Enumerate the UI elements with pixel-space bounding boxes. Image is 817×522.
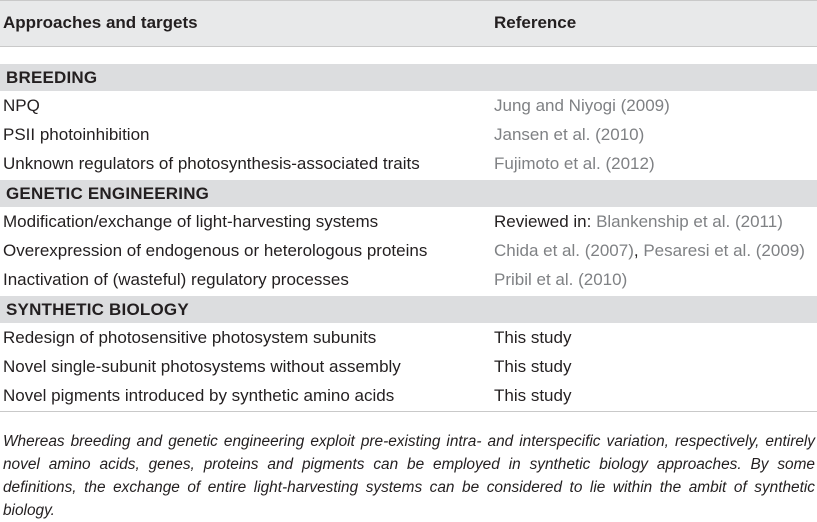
reference-prefix: This study <box>494 386 572 405</box>
table-body <box>0 64 817 410</box>
table-row <box>0 120 817 149</box>
reference-link[interactable]: Pesaresi et al. (2009) <box>643 241 805 260</box>
table-row <box>0 381 817 410</box>
reference-prefix: Reviewed in: <box>494 212 597 231</box>
section-header <box>0 296 817 323</box>
approach-cell: NPQ <box>3 96 40 115</box>
approach-cell: Redesign of photosensitive photosystem subunits <box>3 328 377 347</box>
reference-cell: Chida et al. (2007), Pesaresi et al. (2009) <box>494 241 805 260</box>
section-title: GENETIC ENGINEERING <box>6 184 210 203</box>
reference-cell <box>494 386 571 406</box>
table-footnote: Whereas breeding and genetic engineering exploit pre-existing intra- and interspecific variation, respectively, entirely novel amino acids, genes, proteins and pigments can be employed in synthetic biology approaches. By some definitions, the exchange of entire light-harvesting systems can be considered to lie within the ambit of synthetic biology. <box>3 433 815 519</box>
table-row <box>0 91 817 120</box>
table-row <box>0 352 817 381</box>
section-title: SYNTHETIC BIOLOGY <box>6 300 189 319</box>
table-header <box>0 0 817 47</box>
column-header-reference: Reference <box>494 13 577 32</box>
reference-cell <box>494 270 627 290</box>
reference-cell <box>494 212 783 232</box>
table-row <box>0 236 817 265</box>
table-bottom-rule <box>0 411 817 412</box>
approach-cell: PSII photoinhibition <box>3 125 150 144</box>
approach-cell: Inactivation of (wasteful) regulatory processes <box>3 270 349 289</box>
table-row <box>0 265 817 294</box>
table-row <box>0 323 817 352</box>
reference-link[interactable]: Blankenship et al. (2011) <box>596 212 783 231</box>
reference-cell <box>494 328 571 348</box>
column-header-approaches: Approaches and targets <box>3 13 198 32</box>
approach-cell: Modification/exchange of light-harvesting systems <box>3 212 379 231</box>
reference-cell <box>494 125 644 145</box>
reference-link[interactable]: Fujimoto et al. (2012) <box>494 154 655 173</box>
reference-link[interactable]: Pribil et al. (2010) <box>494 270 628 289</box>
reference-cell <box>494 357 571 377</box>
reference-link[interactable]: Jung and Niyogi (2009) <box>494 96 670 115</box>
section-header <box>0 180 817 207</box>
reference-cell <box>494 96 670 116</box>
approach-cell: Novel single-subunit photosystems without assembly <box>3 357 401 376</box>
section-title: BREEDING <box>6 68 98 87</box>
table-row <box>0 149 817 178</box>
table-row <box>0 207 817 236</box>
reference-prefix: This study <box>494 328 572 347</box>
section-header <box>0 64 817 91</box>
reference-link[interactable]: Jansen et al. (2010) <box>494 125 645 144</box>
reference-link[interactable]: Chida et al. (2007) <box>494 241 634 260</box>
approach-cell: Overexpression of endogenous or heterologous proteins <box>3 241 428 260</box>
reference-prefix: This study <box>494 357 572 376</box>
approach-cell: Novel pigments introduced by synthetic amino acids <box>3 386 395 405</box>
approach-cell: Unknown regulators of photosynthesis-associated traits <box>3 154 420 173</box>
reference-cell <box>494 154 655 174</box>
